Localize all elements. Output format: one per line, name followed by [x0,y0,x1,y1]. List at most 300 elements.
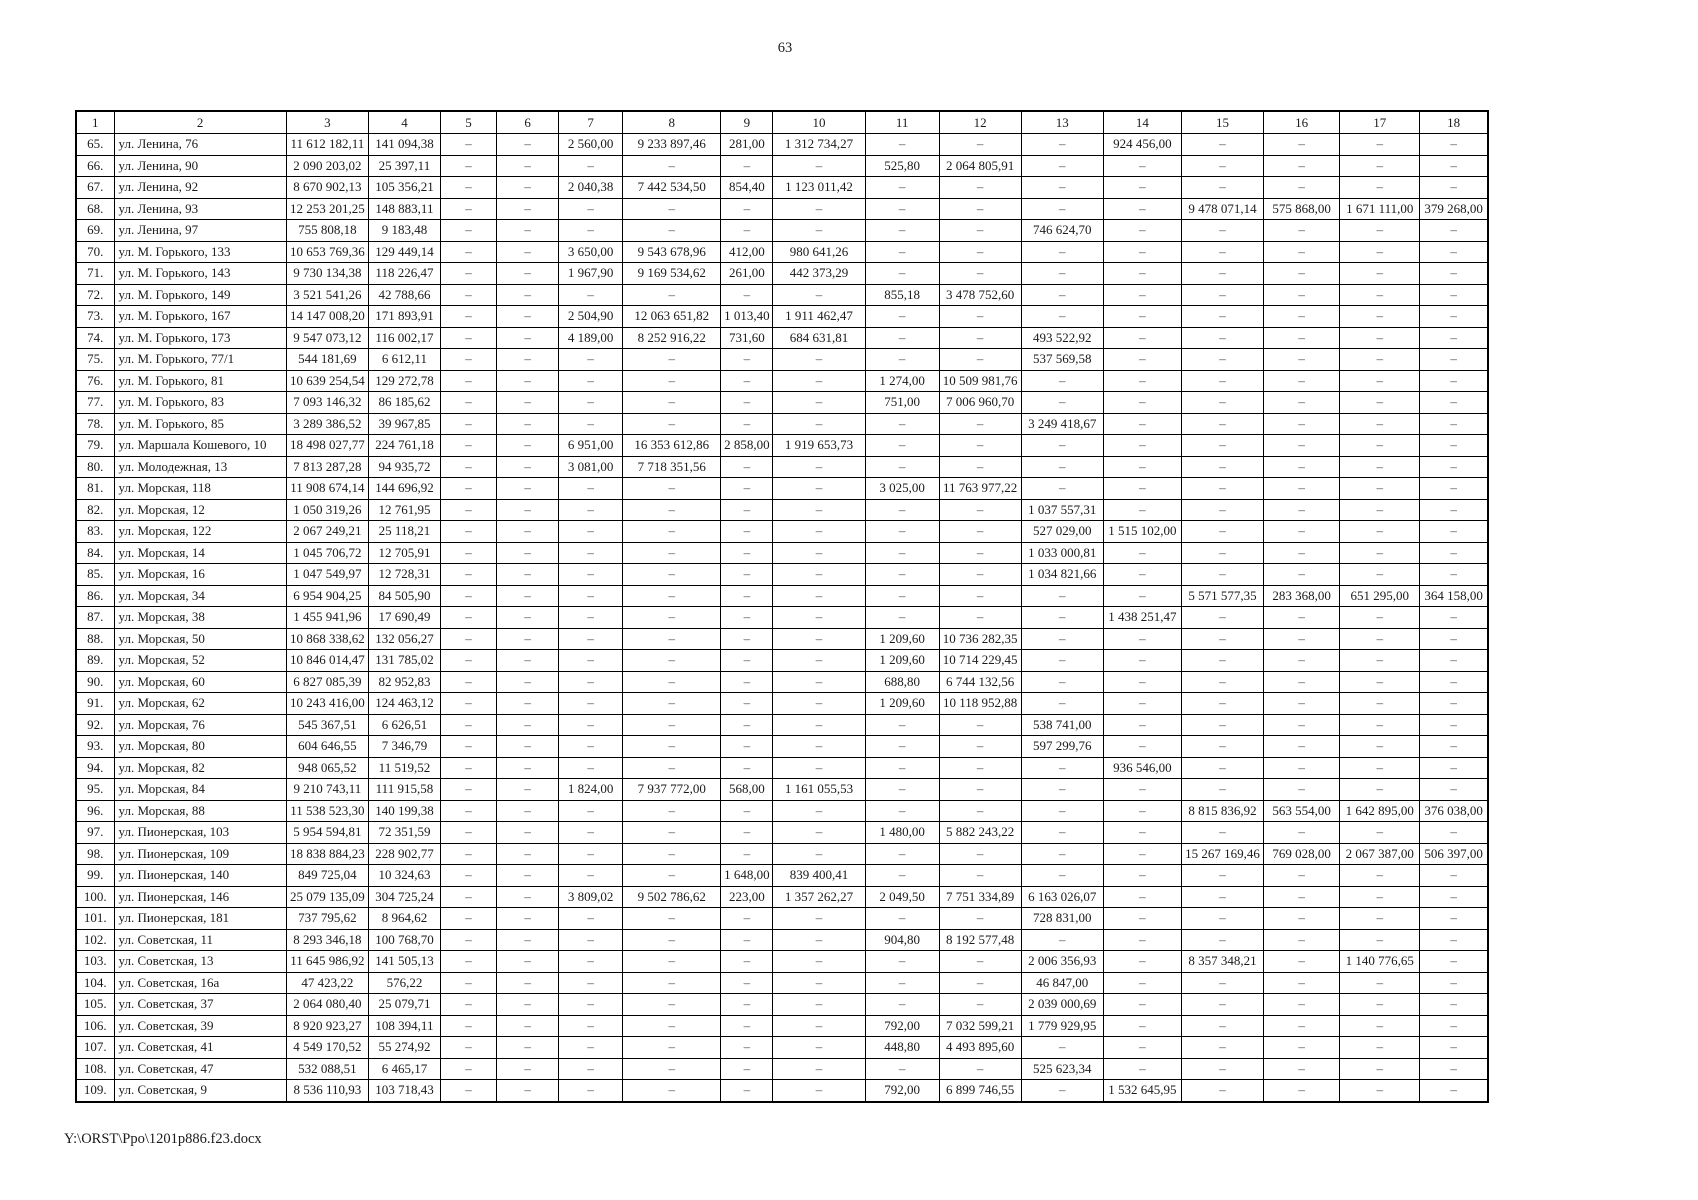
value-cell: – [440,435,496,457]
row-number-cell: 72. [76,284,114,306]
value-cell: 525,80 [865,155,939,177]
value-cell: – [1264,413,1340,435]
value-cell: – [1021,929,1103,951]
value-cell: 8 920 923,27 [286,1015,368,1037]
value-cell: 684 631,81 [773,327,865,349]
row-number-cell: 105. [76,994,114,1016]
value-cell: – [865,177,939,199]
value-cell: – [623,714,721,736]
row-number-cell: 88. [76,628,114,650]
value-cell: – [1420,671,1488,693]
value-cell: 7 937 772,00 [623,779,721,801]
column-header: 17 [1340,111,1420,134]
value-cell: 376 038,00 [1420,800,1488,822]
value-cell: – [865,1058,939,1080]
value-cell: – [939,349,1021,371]
value-cell: – [1264,650,1340,672]
value-cell: 1 037 557,31 [1021,499,1103,521]
value-cell: 364 158,00 [1420,585,1488,607]
value-cell: – [721,628,773,650]
address-cell: ул. Ленина, 93 [114,198,286,220]
value-cell: 72 351,59 [368,822,440,844]
value-cell: – [1340,413,1420,435]
value-cell: 538 741,00 [1021,714,1103,736]
value-cell: – [440,886,496,908]
value-cell: – [1264,306,1340,328]
value-cell: – [1420,284,1488,306]
value-cell: – [1264,349,1340,371]
value-cell: – [497,693,559,715]
value-cell: – [1103,1037,1181,1059]
value-cell: – [623,564,721,586]
address-cell: ул. М. Горького, 85 [114,413,286,435]
value-cell: 141 094,38 [368,134,440,156]
value-cell: 11 519,52 [368,757,440,779]
value-cell: – [497,865,559,887]
address-cell: ул. Пионерская, 103 [114,822,286,844]
value-cell: – [497,994,559,1016]
value-cell: 792,00 [865,1015,939,1037]
address-cell: ул. Ленина, 76 [114,134,286,156]
value-cell: – [1420,929,1488,951]
value-cell: – [559,843,623,865]
value-cell: – [623,1058,721,1080]
value-cell: – [440,693,496,715]
value-cell: – [939,413,1021,435]
value-cell: – [1181,220,1263,242]
value-cell: – [497,843,559,865]
address-cell: ул. Морская, 76 [114,714,286,736]
table-row [76,370,1488,392]
value-cell: – [773,1015,865,1037]
value-cell: 111 915,58 [368,779,440,801]
table-row [76,628,1488,650]
value-cell: – [1181,994,1263,1016]
value-cell: – [559,757,623,779]
value-cell: – [1021,241,1103,263]
value-cell: 9 730 134,38 [286,263,368,285]
value-cell: 11 538 523,30 [286,800,368,822]
value-cell: – [1103,155,1181,177]
value-cell: – [1103,1015,1181,1037]
value-cell: – [939,263,1021,285]
value-cell: – [1103,886,1181,908]
value-cell: – [1420,478,1488,500]
value-cell: – [559,1015,623,1037]
value-cell: 379 268,00 [1420,198,1488,220]
value-cell: – [497,327,559,349]
value-cell: – [1181,478,1263,500]
address-cell: ул. Морская, 80 [114,736,286,758]
value-cell: – [1420,714,1488,736]
value-cell: 2 006 356,93 [1021,951,1103,973]
value-cell: 148 883,11 [368,198,440,220]
value-cell: – [440,650,496,672]
value-cell: 129 449,14 [368,241,440,263]
value-cell: – [497,435,559,457]
value-cell: – [1264,757,1340,779]
value-cell: 140 199,38 [368,800,440,822]
value-cell: – [865,521,939,543]
row-number-cell: 85. [76,564,114,586]
value-cell: – [1103,994,1181,1016]
value-cell: – [440,370,496,392]
row-number-cell: 95. [76,779,114,801]
value-cell: – [440,499,496,521]
value-cell: – [1420,327,1488,349]
value-cell: – [1264,822,1340,844]
value-cell: – [559,284,623,306]
value-cell: – [440,1080,496,1102]
value-cell: 261,00 [721,263,773,285]
row-number-cell: 104. [76,972,114,994]
value-cell: – [865,499,939,521]
value-cell: – [1264,693,1340,715]
value-cell: – [559,478,623,500]
value-cell: – [1420,564,1488,586]
value-cell: – [1264,628,1340,650]
value-cell: – [440,779,496,801]
value-cell: – [1264,542,1340,564]
value-cell: – [1264,1058,1340,1080]
value-cell: 9 183,48 [368,220,440,242]
value-cell: – [1021,693,1103,715]
value-cell: 11 612 182,11 [286,134,368,156]
value-cell: – [773,564,865,586]
value-cell: 2 504,90 [559,306,623,328]
address-cell: ул. Ленина, 92 [114,177,286,199]
value-cell: 18 838 884,23 [286,843,368,865]
table-row [76,478,1488,500]
address-cell: ул. Советская, 37 [114,994,286,1016]
value-cell: – [440,951,496,973]
address-cell: ул. Советская, 39 [114,1015,286,1037]
value-cell: 12 728,31 [368,564,440,586]
value-cell: – [440,349,496,371]
column-header: 6 [497,111,559,134]
value-cell: – [1340,1058,1420,1080]
value-cell: – [1264,284,1340,306]
value-cell: – [1181,241,1263,263]
address-cell: ул. Морская, 34 [114,585,286,607]
value-cell: – [939,736,1021,758]
value-cell: – [623,951,721,973]
value-cell: – [440,521,496,543]
value-cell: – [1103,306,1181,328]
address-cell: ул. Пионерская, 140 [114,865,286,887]
value-cell: 108 394,11 [368,1015,440,1037]
value-cell: 10 868 338,62 [286,628,368,650]
value-cell: – [497,478,559,500]
value-cell: – [497,542,559,564]
value-cell: – [1103,822,1181,844]
value-cell: – [440,542,496,564]
row-number-cell: 75. [76,349,114,371]
value-cell: – [1181,134,1263,156]
table-row [76,972,1488,994]
table-row [76,822,1488,844]
value-cell: – [939,177,1021,199]
value-cell: 6 827 085,39 [286,671,368,693]
address-cell: ул. Морская, 122 [114,521,286,543]
column-header: 16 [1264,111,1340,134]
value-cell: – [1181,650,1263,672]
column-header: 2 [114,111,286,134]
value-cell: 116 002,17 [368,327,440,349]
value-cell: 2 064 080,40 [286,994,368,1016]
address-cell: ул. Морская, 12 [114,499,286,521]
value-cell: 7 813 287,28 [286,456,368,478]
value-cell: – [773,800,865,822]
value-cell: – [1181,671,1263,693]
value-cell: – [939,714,1021,736]
value-cell: – [1264,241,1340,263]
table-row [76,1015,1488,1037]
value-cell: – [1420,1037,1488,1059]
value-cell: 1 050 319,26 [286,499,368,521]
value-cell: – [721,349,773,371]
value-cell: – [559,929,623,951]
value-cell: – [1181,1015,1263,1037]
value-cell: – [1181,779,1263,801]
value-cell: – [939,779,1021,801]
row-number-cell: 107. [76,1037,114,1059]
value-cell: – [721,693,773,715]
value-cell: – [440,263,496,285]
value-cell: – [939,306,1021,328]
address-cell: ул. Советская, 11 [114,929,286,951]
address-cell: ул. М. Горького, 173 [114,327,286,349]
table-row [76,585,1488,607]
value-cell: 1 438 251,47 [1103,607,1181,629]
value-cell: – [939,994,1021,1016]
value-cell: – [773,650,865,672]
value-cell: – [865,736,939,758]
value-cell: 6 744 132,56 [939,671,1021,693]
value-cell: – [623,370,721,392]
address-cell: ул. Морская, 60 [114,671,286,693]
value-cell: 42 788,66 [368,284,440,306]
value-cell: 9 478 071,14 [1181,198,1263,220]
value-cell: – [773,607,865,629]
value-cell: – [623,499,721,521]
value-cell: 537 569,58 [1021,349,1103,371]
value-cell: – [721,822,773,844]
value-cell: 171 893,91 [368,306,440,328]
value-cell: – [721,714,773,736]
value-cell: – [1103,241,1181,263]
value-cell: – [939,220,1021,242]
value-cell: – [1021,607,1103,629]
value-cell: – [440,972,496,994]
value-cell: – [1340,263,1420,285]
table-row [76,908,1488,930]
value-cell: – [721,370,773,392]
value-cell: – [1103,585,1181,607]
value-cell: 8 192 577,48 [939,929,1021,951]
table-row [76,994,1488,1016]
value-cell: – [559,908,623,930]
value-cell: 755 808,18 [286,220,368,242]
address-cell: ул. Морская, 84 [114,779,286,801]
value-cell: – [1340,134,1420,156]
value-cell: – [1264,972,1340,994]
value-cell: – [497,800,559,822]
value-cell: – [497,628,559,650]
value-cell: – [1340,306,1420,328]
value-cell: – [1021,1037,1103,1059]
value-cell: 55 274,92 [368,1037,440,1059]
value-cell: 1 919 653,73 [773,435,865,457]
value-cell: – [440,392,496,414]
value-cell: – [497,564,559,586]
value-cell: – [559,951,623,973]
value-cell: 9 543 678,96 [623,241,721,263]
value-cell: 604 646,55 [286,736,368,758]
value-cell: – [497,155,559,177]
value-cell: – [1181,1058,1263,1080]
value-cell: – [623,542,721,564]
value-cell: – [1420,435,1488,457]
value-cell: 12 253 201,25 [286,198,368,220]
value-cell: – [939,521,1021,543]
value-cell: 506 397,00 [1420,843,1488,865]
row-number-cell: 106. [76,1015,114,1037]
value-cell: 3 521 541,26 [286,284,368,306]
value-cell: – [623,1037,721,1059]
value-cell: 1 274,00 [865,370,939,392]
value-cell: 563 554,00 [1264,800,1340,822]
value-cell: – [773,478,865,500]
value-cell: – [497,413,559,435]
value-cell: 7 006 960,70 [939,392,1021,414]
value-cell: – [865,951,939,973]
value-cell: – [1103,564,1181,586]
value-cell: 855,18 [865,284,939,306]
value-cell: – [623,843,721,865]
value-cell: – [1420,736,1488,758]
value-cell: 1 209,60 [865,650,939,672]
value-cell: – [1021,757,1103,779]
value-cell: 1 209,60 [865,693,939,715]
value-cell: – [1103,908,1181,930]
value-cell: – [1340,521,1420,543]
value-cell: – [773,499,865,521]
value-cell: 4 189,00 [559,327,623,349]
value-cell: – [1340,177,1420,199]
value-cell: 2 049,50 [865,886,939,908]
value-cell: – [1420,1015,1488,1037]
row-number-cell: 98. [76,843,114,865]
value-cell: – [865,456,939,478]
value-cell: 46 847,00 [1021,972,1103,994]
value-cell: – [1181,499,1263,521]
row-number-cell: 101. [76,908,114,930]
value-cell: 7 346,79 [368,736,440,758]
value-cell: – [623,650,721,672]
value-cell: – [1103,263,1181,285]
table-row [76,607,1488,629]
row-number-cell: 68. [76,198,114,220]
value-cell: – [1021,1080,1103,1102]
value-cell: 281,00 [721,134,773,156]
address-cell: ул. Морская, 14 [114,542,286,564]
value-cell: 980 641,26 [773,241,865,263]
value-cell: – [1103,177,1181,199]
value-cell: – [440,671,496,693]
value-cell: 1 532 645,95 [1103,1080,1181,1102]
value-cell: – [440,327,496,349]
value-cell: – [497,886,559,908]
column-header: 14 [1103,111,1181,134]
value-cell: 576,22 [368,972,440,994]
value-cell: – [773,155,865,177]
value-cell: – [865,843,939,865]
value-cell: – [773,370,865,392]
value-cell: – [939,908,1021,930]
value-cell: – [1340,220,1420,242]
value-cell: 223,00 [721,886,773,908]
row-number-cell: 71. [76,263,114,285]
value-cell: – [1340,542,1420,564]
value-cell: 5 571 577,35 [1181,585,1263,607]
value-cell: – [1420,456,1488,478]
value-cell: – [1264,327,1340,349]
value-cell: 16 353 612,86 [623,435,721,457]
table-row [76,843,1488,865]
value-cell: – [939,327,1021,349]
address-cell: ул. Морская, 16 [114,564,286,586]
value-cell: – [440,198,496,220]
address-cell: ул. Советская, 16а [114,972,286,994]
value-cell: – [440,736,496,758]
value-cell: – [1103,843,1181,865]
value-cell: 2 858,00 [721,435,773,457]
value-cell: – [1181,736,1263,758]
value-cell: – [1340,994,1420,1016]
address-cell: ул. М. Горького, 167 [114,306,286,328]
value-cell: – [865,327,939,349]
value-cell: – [1264,499,1340,521]
row-number-cell: 108. [76,1058,114,1080]
value-cell: 12 761,95 [368,499,440,521]
value-cell: – [559,693,623,715]
row-number-cell: 92. [76,714,114,736]
column-header: 15 [1181,111,1263,134]
row-number-cell: 103. [76,951,114,973]
table-row [76,456,1488,478]
value-cell: – [865,306,939,328]
value-cell: 25 118,21 [368,521,440,543]
row-number-cell: 86. [76,585,114,607]
value-cell: – [1021,284,1103,306]
value-cell: 304 725,24 [368,886,440,908]
table-row [76,800,1488,822]
row-number-cell: 109. [76,1080,114,1102]
value-cell: – [721,155,773,177]
value-cell: – [1420,499,1488,521]
value-cell: – [1340,349,1420,371]
value-cell: 769 028,00 [1264,843,1340,865]
value-cell: – [1420,628,1488,650]
table-row [76,134,1488,156]
value-cell: – [1340,392,1420,414]
value-cell: – [773,542,865,564]
value-cell: – [1021,800,1103,822]
column-header: 8 [623,111,721,134]
value-cell: – [623,1080,721,1102]
address-cell: ул. М. Горького, 77/1 [114,349,286,371]
